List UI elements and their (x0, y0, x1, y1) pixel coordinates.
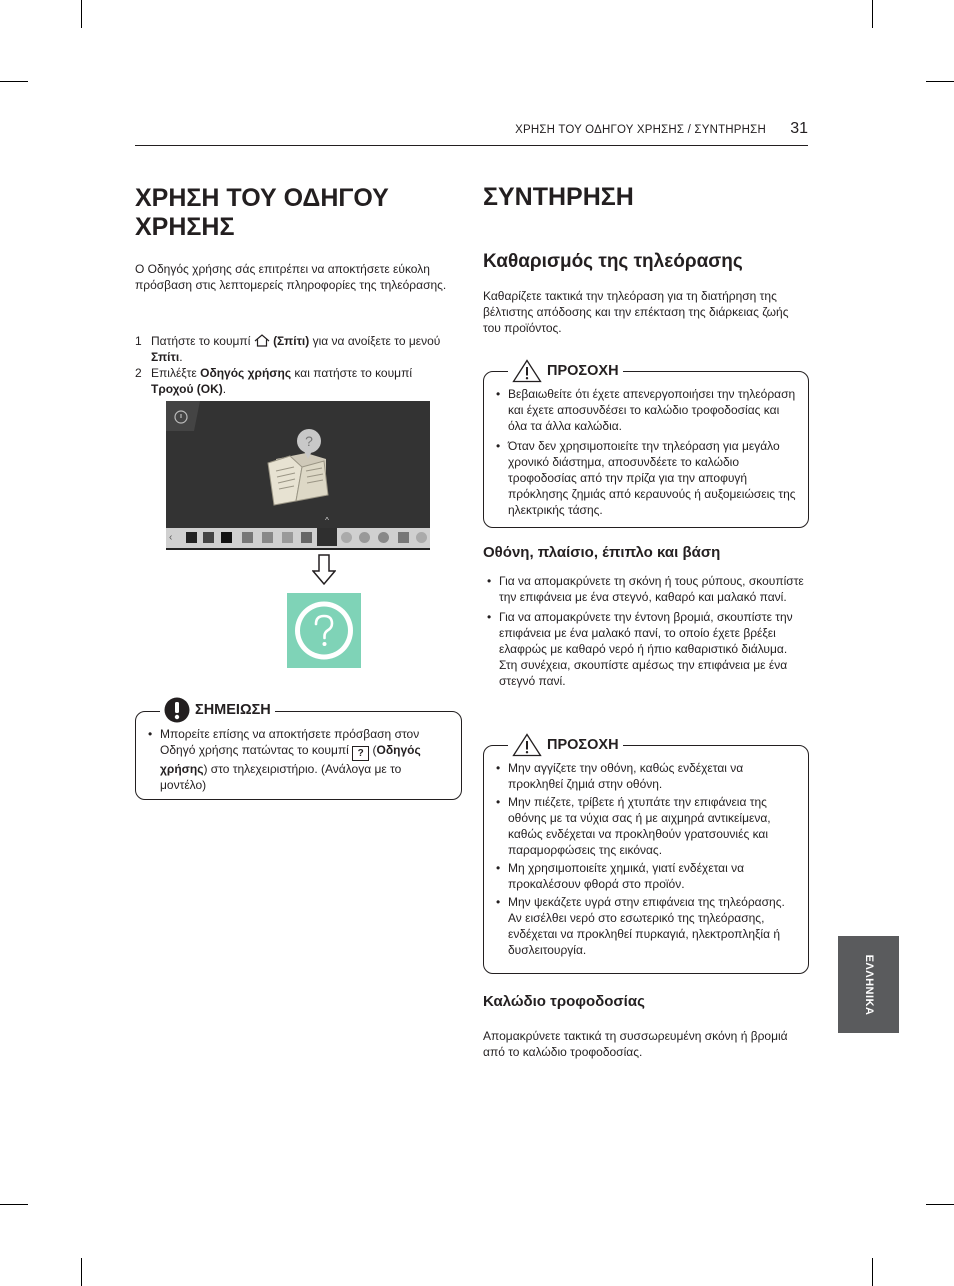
subsection-title-screen: Οθόνη, πλαίσιο, έπιπλο και βάση (483, 544, 721, 561)
language-tab-label: ΕΛΛΗΝΙΚΑ (862, 954, 875, 1015)
list-item: • Μην αγγίζετε την οθόνη, καθώς ενδέχεται να προκληθεί ζημιά στην οθόνη. (496, 760, 796, 792)
launcher-tile (282, 532, 293, 543)
crop-mark (81, 1258, 82, 1286)
note-text: Οδηγός χρήσης (160, 743, 421, 776)
launcher-tile-selected (317, 528, 337, 546)
subsection-title-power-cord: Καλώδιο τροφοδοσίας (483, 993, 645, 1010)
svg-text:^: ^ (325, 516, 329, 525)
launcher-tile (301, 532, 312, 543)
step-number: 1 (135, 334, 142, 348)
note-text: Μπορείτε επίσης να αποκτήσετε πρόσβαση στον Οδηγό χρήσης πατώντας το κουμπί (160, 727, 420, 757)
tv-screen-illustration (166, 401, 430, 550)
launcher-tile (416, 532, 427, 543)
power-cord-paragraph: Απομακρύνετε τακτικά τη συσσωρευμένη σκόνη ή βρομιά από το καλώδιο τροφοδοσίας. (483, 1029, 788, 1059)
step-1 (135, 333, 445, 365)
note-text: ) στο τηλεχειριστήριο. (Ανάλογα με το μοντέλο) (160, 762, 402, 792)
note-header (160, 697, 275, 723)
step-number: 2 (135, 366, 142, 380)
chevron-left-icon: ‹ (169, 532, 173, 543)
step-text: Επιλέξτε (151, 366, 197, 380)
note-text: ( (372, 743, 377, 757)
note-box (135, 702, 462, 800)
list-item: • Για να απομακρύνετε την έντονη βρομιά, σκουπίστε την επιφάνεια με ένα μαλακό πανί, το οποίο έχετε βρέξει ελαφρώς με καθαρό νερό ή ήπιο καθαριστικό διάλυμα. Στη συνέχεια, σκουπίστε αμέσως την επιφάνεια με ένα στεγνό πανί. (487, 609, 805, 689)
step-text: για να ανοίξετε το μενού (312, 334, 441, 348)
caution-header (508, 359, 623, 383)
list-item (148, 726, 448, 793)
caution-list (496, 386, 796, 522)
step-2 (135, 365, 445, 397)
list-item: • Βεβαιωθείτε ότι έχετε απενεργοποιήσει την τηλεόραση και έχετε αποσυνδέσει το καλώδιο τροφοδοσίας και όλα τα άλλα καλώδια. (496, 386, 796, 434)
crop-mark (926, 81, 954, 82)
page-number: 31 (790, 120, 808, 137)
note-list (148, 726, 448, 797)
step-text: και πατήστε το κουμπί (294, 366, 413, 380)
down-arrow-icon (312, 554, 336, 586)
crop-mark (81, 0, 82, 28)
warning-triangle-icon (512, 733, 542, 757)
list-item: • Για να απομακρύνετε τη σκόνη ή τους ρύπους, σκουπίστε την επιφάνεια με ένα στεγνό, καθαρό και μαλακό πανί. (487, 573, 805, 605)
tv-launcher-bar (166, 528, 430, 548)
user-guide-app-icon (287, 593, 361, 668)
caution-header (508, 733, 623, 757)
step-text: . (179, 350, 183, 364)
launcher-tile (221, 532, 232, 543)
crop-mark (872, 1258, 873, 1286)
book-icon (268, 453, 328, 505)
screen-list (487, 573, 805, 693)
cleaning-paragraph: Καθαρίζετε τακτικά την τηλεόραση για τη διατήρηση της βέλτιστης απόδοσης και την επέκταση της διάρκειας ζωής του προϊόντος. (483, 289, 789, 335)
svg-text:?: ? (305, 433, 313, 449)
steps-list (135, 333, 445, 397)
step-text: Τροχού (OK) (151, 382, 223, 396)
page-header (135, 121, 808, 146)
list-item: • Μη χρησιμοποιείτε χημικά, γιατί ενδέχεται να προκαλέσουν φθορά στο προϊόν. (496, 860, 796, 892)
tv-bezel (166, 548, 430, 550)
caution-title: ΠΡΟΣΟΧΗ (547, 737, 619, 753)
warning-triangle-icon (512, 359, 542, 383)
home-icon (254, 334, 270, 347)
launcher-tile (378, 532, 389, 543)
launcher-tile (341, 532, 352, 543)
question-mark-icon (287, 593, 361, 668)
step-text: Σπίτι (151, 350, 180, 364)
step-text: . (222, 382, 227, 396)
list-item: • Μην πιέζετε, τρίβετε ή χτυπάτε την επιφάνεια της οθόνης με τα νύχια σας ή με αιχμηρά αντικείμενα, καθώς ενδέχεται να προκληθούν γρατσουνιές και παραμορφώσεις της εικόνας. (496, 794, 796, 858)
user-guide-button-icon: ? (352, 746, 369, 761)
launcher-tile (262, 532, 273, 543)
launcher-tile (186, 532, 197, 543)
title-line: ΧΡΗΣΗΣ (135, 213, 235, 241)
running-title: ΧΡΗΣΗ ΤΟΥ ΟΔΗΓΟΥ ΧΡΗΣΗΣ / ΣΥΝΤΗΡΗΣΗ (515, 124, 766, 136)
note-title: ΣΗΜΕΙΩΣΗ (195, 702, 271, 718)
language-tab (838, 936, 899, 1033)
exclamation-circle-icon (164, 697, 190, 723)
list-item: • Όταν δεν χρησιμοποιείτε την τηλεόραση για μεγάλο χρονικό διάστημα, αποσυνδέετε το καλώδιο τροφοδοσίας από την πρίζα για την αποφυγή πρόκλησης ζημιάς από κεραυνούς ή αυξομειώσεις της ηλεκτρικής τάσης. (496, 438, 796, 518)
step-text: Οδηγός χρήσης (200, 366, 292, 380)
section-title-user-guide (135, 184, 389, 242)
step-text: Πατήστε το κουμπί (151, 334, 251, 348)
caution-title: ΠΡΟΣΟΧΗ (547, 363, 619, 379)
launcher-tile (203, 532, 214, 543)
step-text: (Σπίτι) (273, 334, 310, 348)
caution-list (496, 760, 796, 960)
launcher-tile (242, 532, 253, 543)
list-item: • Μην ψεκάζετε υγρά στην επιφάνεια της τηλεόρασης. Αν εισέλθει νερό στο εσωτερικό της τηλεόρασης, ενδέχεται να προκληθεί πυρκαγιά, ηλεκτροπληξία ή δυσλειτουργία. (496, 894, 796, 958)
section-title-maintenance: ΣΥΝΤΗΡΗΣΗ (483, 183, 634, 211)
crop-mark (0, 81, 28, 82)
crop-mark (872, 0, 873, 28)
caution-box (483, 737, 809, 974)
crop-mark (0, 1204, 28, 1205)
caution-box (483, 363, 809, 528)
subsection-title-cleaning: Καθαρισμός της τηλεόρασης (483, 251, 743, 272)
intro-paragraph: Ο Οδηγός χρήσης σάς επιτρέπει να αποκτήσετε εύκολη πρόσβαση στις λεπτομερείς πληροφορίες της τηλεόρασης. (135, 262, 447, 292)
title-line: ΧΡΗΣΗ ΤΟΥ ΟΔΗΓΟΥ (135, 184, 389, 212)
launcher-tile (398, 532, 409, 543)
crop-mark (926, 1204, 954, 1205)
launcher-tile (359, 532, 370, 543)
